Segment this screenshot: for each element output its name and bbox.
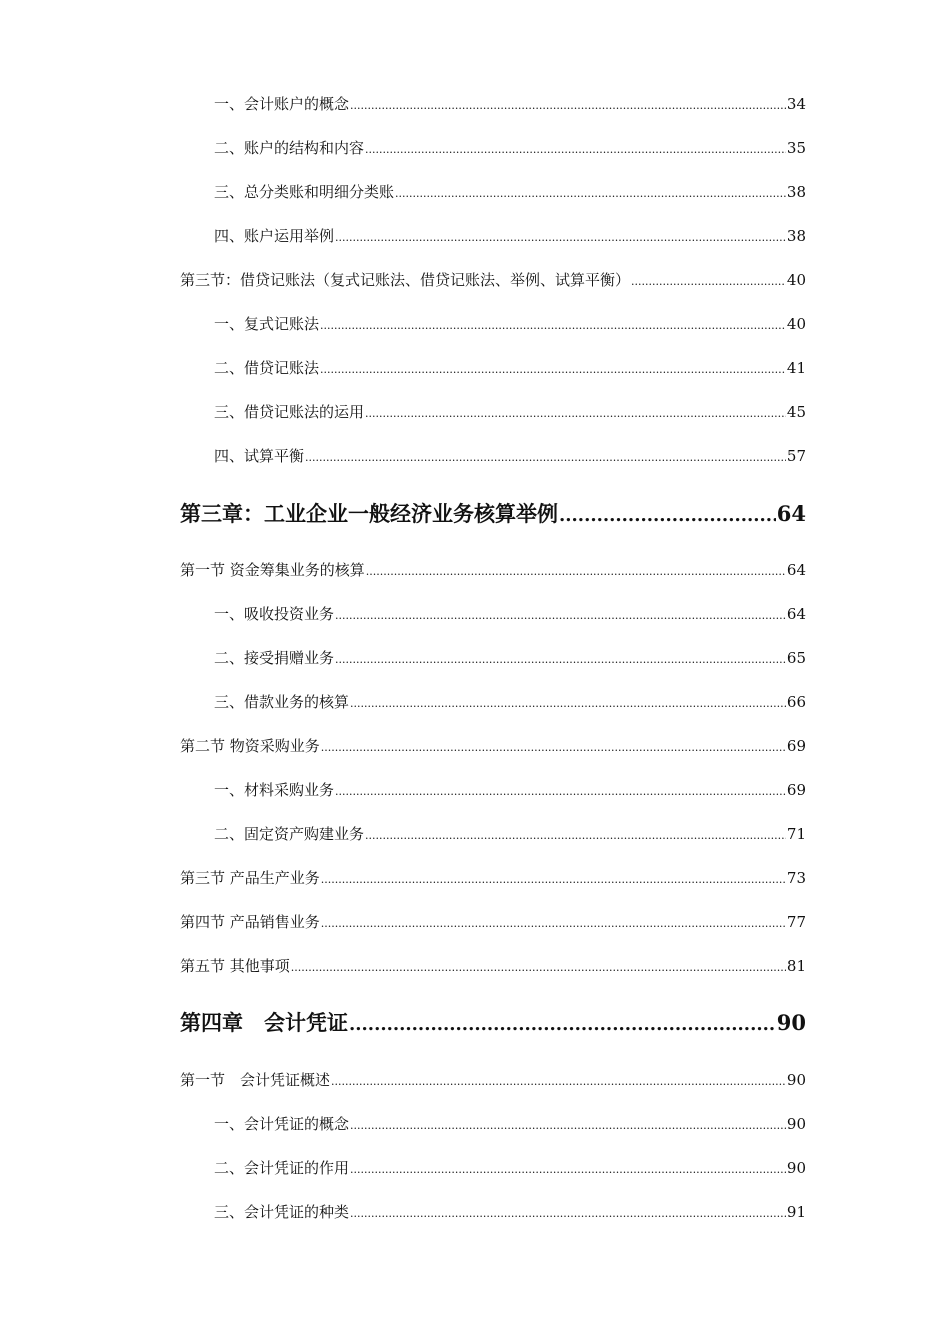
toc-entry-page: 69 xyxy=(786,737,806,755)
toc-entry-label: 三、借贷记账法的运用 xyxy=(214,403,365,421)
toc-entry[interactable] xyxy=(214,226,806,248)
dot-leader xyxy=(335,648,786,670)
toc-entry[interactable] xyxy=(214,138,806,160)
toc-entry-page: 35 xyxy=(786,139,806,157)
toc-entry-label: 第四节 产品销售业务 xyxy=(180,913,320,931)
toc-entry-page: 65 xyxy=(786,649,806,667)
dot-leader xyxy=(331,1070,786,1092)
toc-entry[interactable] xyxy=(214,780,806,802)
toc-entry-page: 34 xyxy=(786,95,806,113)
toc-entry-page: 73 xyxy=(786,869,806,887)
toc-entry-label: 三、会计凭证的种类 xyxy=(214,1203,350,1221)
toc-entry[interactable] xyxy=(214,648,806,670)
toc-entry[interactable] xyxy=(214,314,806,336)
dot-leader xyxy=(365,402,786,424)
toc-entry[interactable] xyxy=(180,270,806,292)
toc-entry-label: 一、复式记账法 xyxy=(214,315,320,333)
toc-entry-page: 90 xyxy=(786,1071,806,1089)
toc-entry-page: 41 xyxy=(786,359,806,377)
toc-entry-label: 第五节 其他事项 xyxy=(180,957,290,975)
toc-entry[interactable] xyxy=(180,560,806,582)
toc-entry-label: 四、账户运用举例 xyxy=(214,227,335,245)
toc-entry-page: 64 xyxy=(786,605,806,623)
toc-entry-label: 四、试算平衡 xyxy=(214,447,305,465)
toc-entry-label: 第三节：借贷记账法（复式记账法、借贷记账法、举例、试算平衡） xyxy=(180,271,631,289)
toc-entry-page: 57 xyxy=(786,447,806,465)
toc-chapter[interactable] xyxy=(180,501,806,529)
toc-entry-label: 二、借贷记账法 xyxy=(214,359,320,377)
toc-entry-page: 38 xyxy=(786,183,806,201)
toc-entry-label: 二、固定资产购建业务 xyxy=(214,825,365,843)
toc-entry-label: 一、吸收投资业务 xyxy=(214,605,335,623)
toc-entry-page: 77 xyxy=(786,913,806,931)
toc-entry[interactable] xyxy=(214,446,806,468)
toc-entry-label: 三、总分类账和明细分类账 xyxy=(214,183,395,201)
toc-entry[interactable] xyxy=(180,736,806,758)
toc-entry[interactable] xyxy=(214,604,806,626)
toc-entry-page: 64 xyxy=(786,561,806,579)
dot-leader xyxy=(350,692,786,714)
toc-entry-label: 第二节 物资采购业务 xyxy=(180,737,320,755)
toc-entry[interactable] xyxy=(214,692,806,714)
toc-entry[interactable] xyxy=(214,1202,806,1224)
toc-entry-label: 一、会计凭证的概念 xyxy=(214,1115,350,1133)
dot-leader xyxy=(335,226,786,248)
toc-entry[interactable] xyxy=(180,868,806,890)
toc-entry-label: 第三节 产品生产业务 xyxy=(180,869,320,887)
toc-entry-page: 45 xyxy=(786,403,806,421)
dot-leader xyxy=(365,138,786,160)
dot-leader xyxy=(559,501,776,529)
toc-entry[interactable] xyxy=(214,402,806,424)
dot-leader xyxy=(395,182,786,204)
dot-leader xyxy=(321,912,786,934)
toc-entry-page: 90 xyxy=(786,1115,806,1133)
dot-leader xyxy=(335,780,786,802)
toc-entry[interactable] xyxy=(214,182,806,204)
dot-leader xyxy=(349,1010,776,1038)
toc-entry[interactable] xyxy=(214,94,806,116)
toc-entry-page: 81 xyxy=(786,957,806,975)
toc-entry[interactable] xyxy=(180,956,806,978)
toc-entry-label: 二、账户的结构和内容 xyxy=(214,139,365,157)
dot-leader xyxy=(321,868,786,890)
toc-entry-page: 40 xyxy=(786,315,806,333)
dot-leader xyxy=(365,824,786,846)
toc-entry-page: 38 xyxy=(786,227,806,245)
toc-entry-page: 40 xyxy=(786,271,806,289)
dot-leader xyxy=(350,94,786,116)
dot-leader xyxy=(320,358,786,380)
toc-entry[interactable] xyxy=(180,912,806,934)
toc-entry-label: 第一节 会计凭证概述 xyxy=(180,1071,331,1089)
toc-entry-page: 66 xyxy=(786,693,806,711)
toc-entry[interactable] xyxy=(214,358,806,380)
dot-leader xyxy=(350,1202,786,1224)
dot-leader xyxy=(350,1158,786,1180)
toc-entry-page: 69 xyxy=(786,781,806,799)
dot-leader xyxy=(321,736,786,758)
toc-entry[interactable] xyxy=(180,1070,806,1092)
dot-leader xyxy=(291,956,786,978)
toc-chapter[interactable] xyxy=(180,1010,806,1038)
toc-entry-label: 二、会计凭证的作用 xyxy=(214,1159,350,1177)
toc-entry[interactable] xyxy=(214,824,806,846)
toc-entry-label: 第一节 资金筹集业务的核算 xyxy=(180,561,365,579)
toc-chapter-label: 第四章 会计凭证 xyxy=(180,1010,348,1035)
toc-entry[interactable] xyxy=(214,1158,806,1180)
toc-entry-label: 一、会计账户的概念 xyxy=(214,95,350,113)
toc-entry-label: 二、接受捐赠业务 xyxy=(214,649,335,667)
toc-entry[interactable] xyxy=(214,1114,806,1136)
dot-leader xyxy=(320,314,786,336)
dot-leader xyxy=(631,270,786,292)
toc-chapter-page: 90 xyxy=(776,1010,806,1035)
dot-leader xyxy=(335,604,786,626)
toc-entry-label: 三、借款业务的核算 xyxy=(214,693,350,711)
toc-chapter-page: 64 xyxy=(776,501,806,526)
toc-chapter-label: 第三章：工业企业一般经济业务核算举例 xyxy=(180,501,558,526)
toc-entry-page: 71 xyxy=(786,825,806,843)
dot-leader xyxy=(305,446,786,468)
toc-entry-page: 91 xyxy=(786,1203,806,1221)
dot-leader xyxy=(366,560,786,582)
toc-entry-label: 一、材料采购业务 xyxy=(214,781,335,799)
toc-entry-page: 90 xyxy=(786,1159,806,1177)
dot-leader xyxy=(350,1114,786,1136)
